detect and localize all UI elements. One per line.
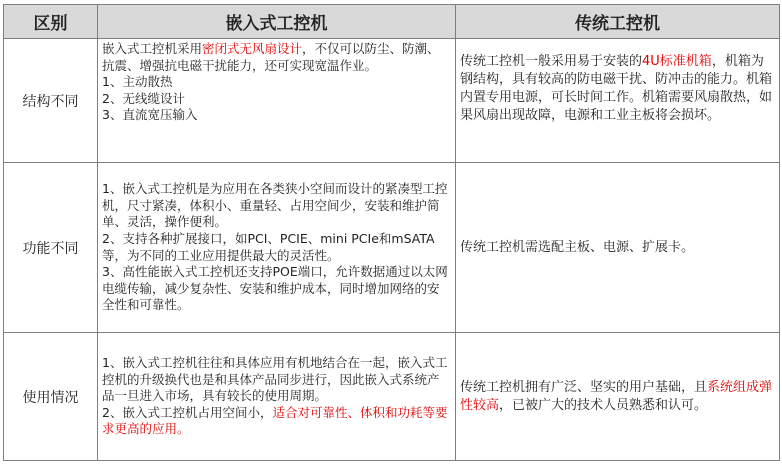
structure-traditional-text [460,53,775,125]
usage-item-2-highlight: 适合对可靠性、体积和功耗等要求更高的应用。 [102,404,448,437]
structure-embedded-intro [102,41,451,74]
traditional-text: 传统工控机一般采用易于安装的 [460,54,643,69]
row-structure [4,39,780,163]
function-traditional-cell [456,163,780,333]
usage-item-1: 1、嵌入式工控机往往和具体应用有机地结合在一起，嵌入式工控机的升级换代也是和具体产品同步进行，因此嵌入式系统产品一旦进入市场，具有较长的使用周期。 [102,355,448,404]
function-item-2: 2、支持各种扩展接口，如PCI、PCIE、mini PCIe和mSATA等，为不同的工业应用提供最大的灵活性。 [102,230,435,263]
structure-item-3: 3、直流宽压输入 [102,107,198,123]
function-traditional-text: 传统工控机需选配主板、电源、扩展卡。 [460,239,695,255]
usage-item-2 [102,405,451,438]
usage-text-tail: ，已被广大的技术人员熟悉和认可。 [499,397,708,413]
header-difference: 区别 [4,5,98,39]
usage-traditional-text [460,379,775,415]
row-label-structure: 结构不同 [4,39,98,163]
header-row [4,5,780,39]
comparison-table [3,4,780,461]
row-label-function: 功能不同 [4,163,98,333]
row-function [4,163,780,333]
usage-text: 传统工控机拥有广泛、坚实的用户基础，且 [460,379,708,395]
structure-item-2: 2、无线缆设计 [102,90,185,106]
usage-item-2-text: 2、嵌入式工控机占用空间小， [102,404,273,420]
row-usage [4,333,780,461]
intro-text-tail: ，不仅可以防尘、防潮、抗震、增强抗电磁干扰能力，还可实现宽温作业。 [102,41,440,73]
structure-item-1: 1、主动散热 [102,74,173,90]
header-embedded-ipc: 嵌入式工控机 [98,5,456,39]
structure-embedded-cell [98,39,456,163]
traditional-text-tail: ，机箱为钢结构，具有较高的防电磁干扰、防冲击的能力。机箱内置专用电源，可长时间工作。机箱需要风扇散热，如果风扇出现故障，电源和工业主板将会损坏。 [460,54,773,123]
row-label-usage: 使用情况 [4,333,98,461]
function-item-1: 1、嵌入式工控机是为应用在各类狭小空间而设计的紧凑型工控机，尺寸紧凑，体积小、重量轻、占用空间少，安装和维护简单、灵活，操作便利。 [102,181,448,230]
header-traditional-ipc: 传统工控机 [456,5,780,39]
intro-text: 嵌入式工控机采用 [102,41,203,56]
intro-highlight: 密闭式无风扇设计 [202,41,303,56]
structure-traditional-cell [456,39,780,163]
usage-traditional-cell [456,333,780,461]
usage-embedded-cell [98,333,456,461]
usage-highlight: 系统组成弹性较高 [460,379,773,413]
function-item-3: 3、高性能嵌入式工控机还支持POE端口，允许数据通过以太网电缆传输，减少复杂性、安装和维护成本，同时增加网络的安全性和可靠性。 [102,264,448,313]
traditional-highlight: 4U标准机箱 [642,54,712,69]
function-embedded-cell [98,163,456,333]
